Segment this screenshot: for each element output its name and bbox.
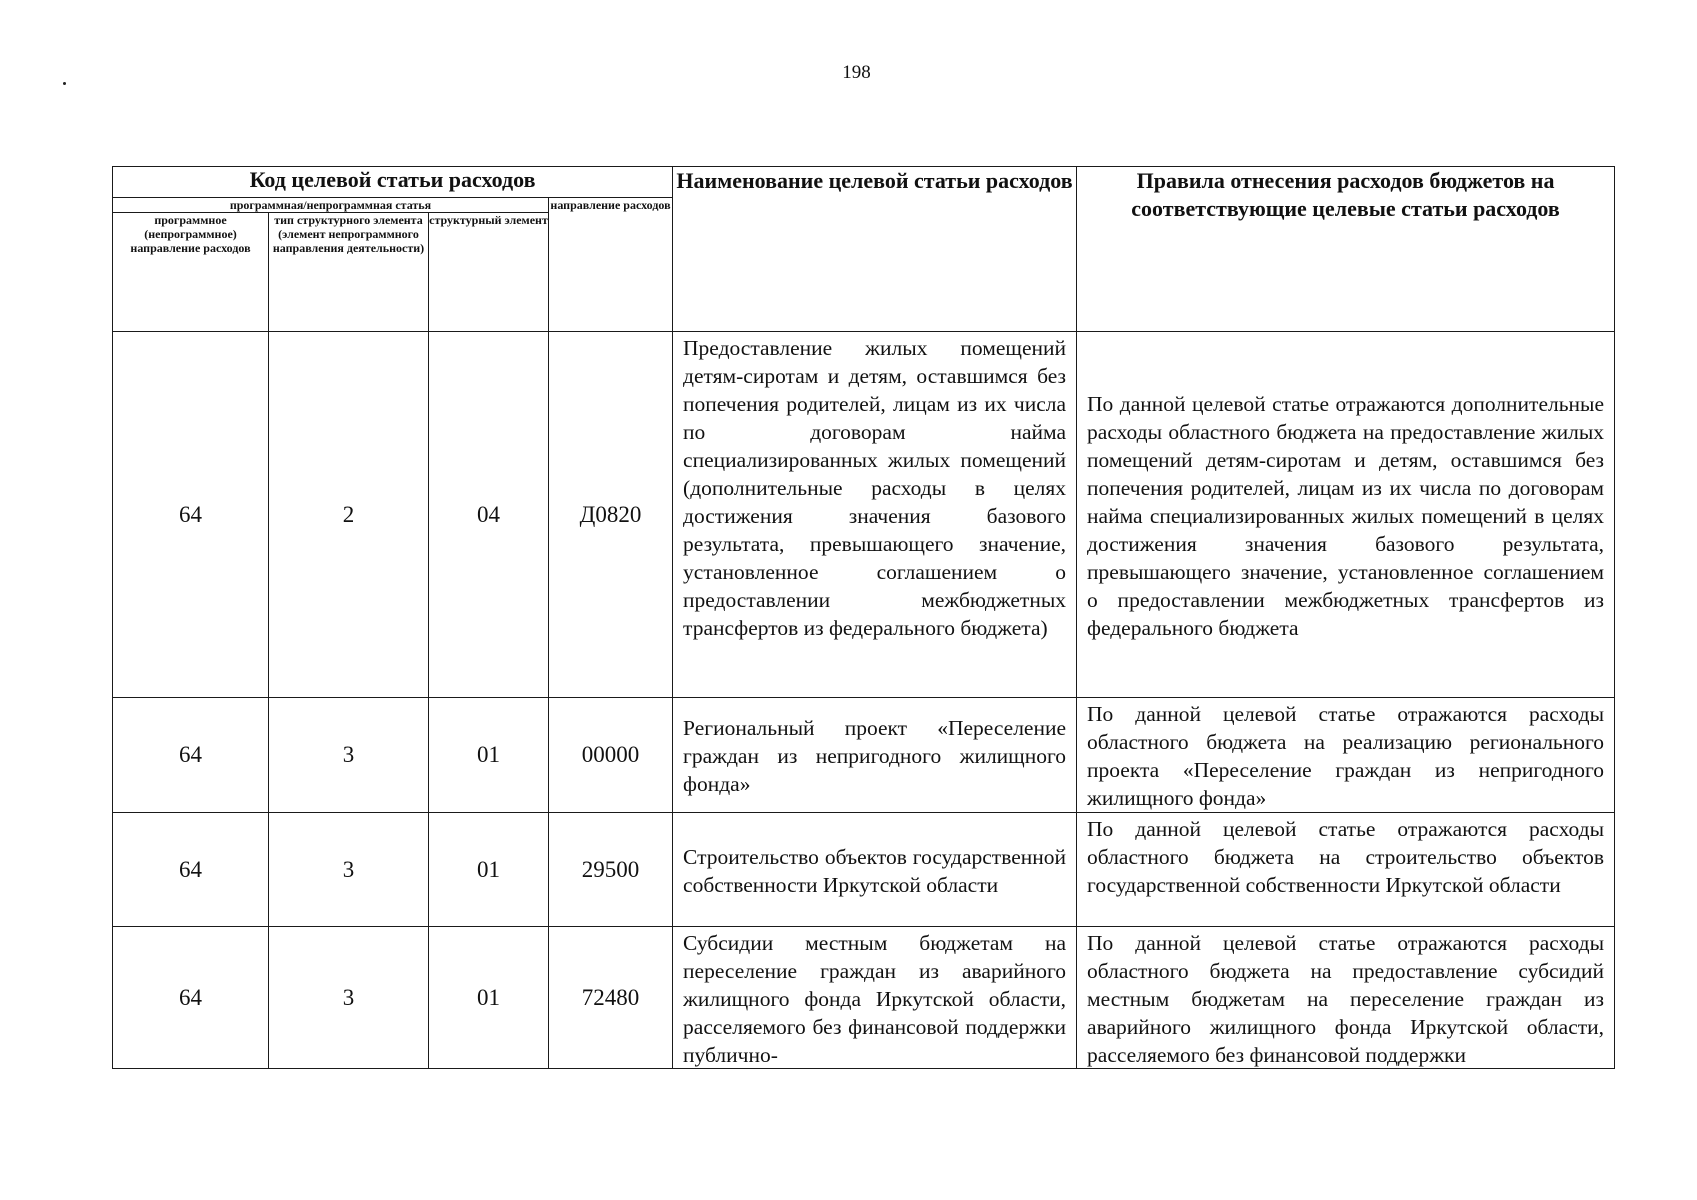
structural-element-header: структурный элемент [429,213,549,332]
article-name-cell [673,927,1077,1069]
type-code-cell: 3 [269,927,429,1069]
page-number: 198 [842,62,871,83]
header-row-1 [113,167,1615,198]
article-rule-cell: По данной целевой статье отражаются дополнительные расходы областного бюджета на предоставление жилых помещений детям-сиротам и детям, оставшимся без попечения родителей, лицам из их числа по договорам найма специализированных жилых помещений в целях достижения значения базового результата, превышающего значение, установленное соглашением о предоставлении межбюджетных трансфертов из федерального бюджета [1077,332,1615,698]
program-code-cell: 64 [113,813,269,927]
element-code-cell: 04 [429,332,549,698]
type-code-cell: 3 [269,698,429,813]
article-name-cell: Региональный проект «Переселение граждан из непригодного жилищного фонда» [673,698,1077,813]
article-name-cell: Предоставление жилых помещений детям-сиротам и детям, оставшимся без попечения родителей, лицам из их числа по договорам найма специализированных жилых помещений (дополнительные расходы в целях достижения значения базового результата, превышающего значение, установленное соглашением о предоставлении межбюджетных трансфертов из федерального бюджета) [673,332,1077,698]
table-row [113,332,1615,698]
program-direction-header: программное (непрограммное) направление расходов [113,213,269,332]
table-row [113,813,1615,927]
program-code-cell: 64 [113,927,269,1069]
article-rule-cell: По данной целевой статье отражаются расходы областного бюджета на строительство объектов государственной собственности Иркутской области [1077,813,1615,927]
rules-title-header: Правила отнесения расходов бюджетов на соответствующие целевые статьи расходов [1077,167,1615,332]
target-expense-table [112,166,1615,1069]
name-title-header: Наименование целевой статьи расходов [673,167,1077,332]
type-code-cell: 2 [269,332,429,698]
table-row [113,698,1615,813]
direction-code-cell: 00000 [549,698,673,813]
article-rule-text: По данной целевой статье отражаются расходы областного бюджета на предоставление субсидий местным бюджетам на переселение граждан из аварийного жилищного фонда Иркутской области, расселяемого без финансовой поддержки [1087,931,1605,1067]
direction-code-cell: Д0820 [549,332,673,698]
program-code-cell: 64 [113,332,269,698]
program-code-cell: 64 [113,698,269,813]
element-code-cell: 01 [429,698,549,813]
article-rule-cell: По данной целевой статье отражаются расходы областного бюджета на реализацию регионального проекта «Переселение граждан из непригодного жилищного фонда» [1077,698,1615,813]
article-name-text: Субсидии местным бюджетам на переселение граждан из аварийного жилищного фонда Иркутской области, расселяемого без финансовой поддержки публично- [683,931,1067,1067]
code-title-header: Код целевой статьи расходов [113,167,673,198]
expense-direction-header: направление расходов [549,198,673,332]
direction-code-cell: 72480 [549,927,673,1069]
element-code-cell: 01 [429,927,549,1069]
scan-speck [63,82,66,85]
structural-type-header: тип структурного элемента (элемент непрограммного направления деятельности) [269,213,429,332]
article-name-cell: Строительство объектов государственной собственности Иркутской области [673,813,1077,927]
article-rule-cell [1077,927,1615,1069]
element-code-cell: 01 [429,813,549,927]
table-row [113,927,1615,1069]
direction-code-cell: 29500 [549,813,673,927]
type-code-cell: 3 [269,813,429,927]
program-article-header: программная/непрограммная статья [113,198,549,213]
